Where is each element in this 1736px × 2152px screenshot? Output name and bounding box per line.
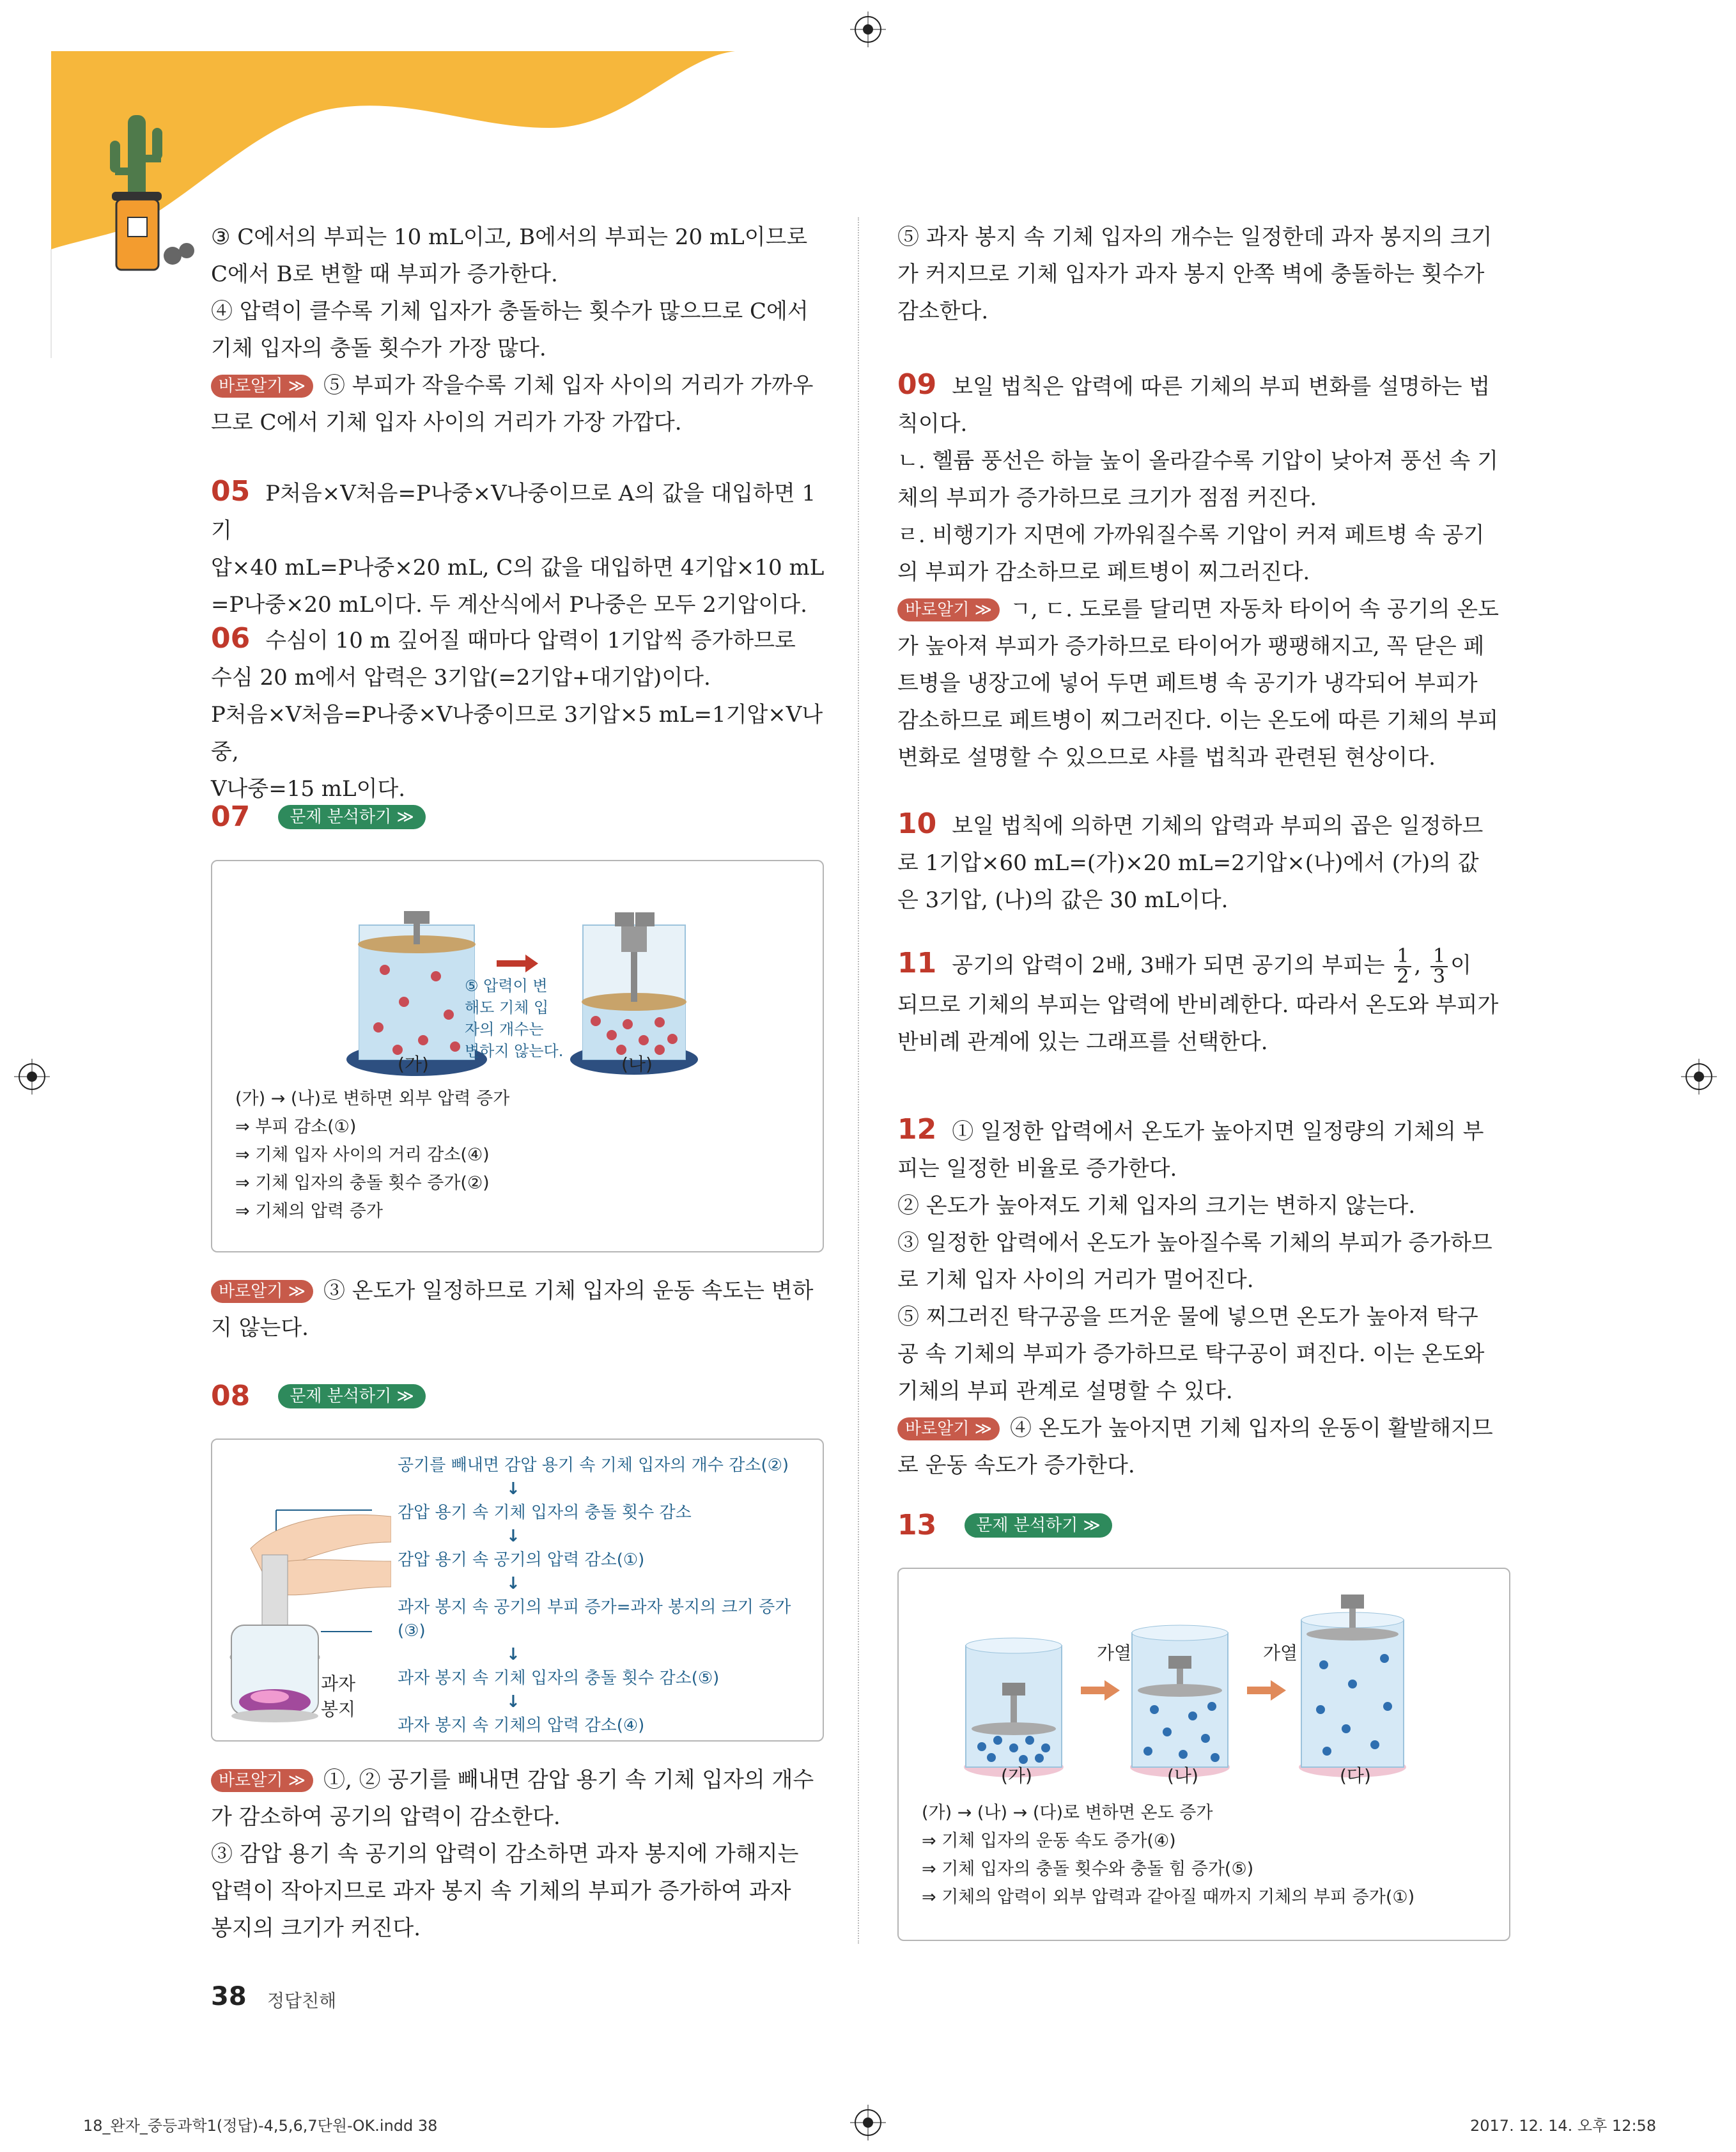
text-line: ⇒ 기체의 압력 증가 xyxy=(235,1201,383,1221)
question-number: 08 xyxy=(211,1380,251,1412)
question-number: 06 xyxy=(211,622,251,655)
text-line: ③ 감압 용기 속 공기의 압력이 감소하면 과자 봉지에 가해지는 xyxy=(211,1841,799,1867)
flow-step: 감압 용기 속 공기의 압력 감소(①) xyxy=(398,1550,645,1570)
text-line: ⇒ 기체 입자 사이의 거리 감소(④) xyxy=(235,1145,490,1165)
text-line: 로 1기압×60 mL=(가)×20 mL=2기압×(나)에서 (가)의 값 xyxy=(897,850,1479,876)
q05-block xyxy=(211,473,825,623)
registration-mark-icon xyxy=(850,2105,886,2140)
text-line: (가) → (나) → (다)로 변하면 온도 증가 xyxy=(922,1803,1213,1823)
text-line: 피는 일정한 비율로 증가한다. xyxy=(897,1156,1177,1181)
text-line: 칙이다. xyxy=(897,411,968,437)
text-line: 은 3기압, (나)의 값은 30 mL이다. xyxy=(897,887,1228,913)
page-number: 38 xyxy=(211,1982,247,2011)
text-line: ⑤ 찌그러진 탁구공을 뜨거운 물에 넣으면 온도가 높아져 탁구 xyxy=(897,1304,1478,1330)
text-line: ⇒ 기체 입자의 운동 속도 증가(④) xyxy=(922,1831,1176,1851)
q13-analysis-text xyxy=(922,1799,1491,1912)
q09-block xyxy=(897,366,1511,776)
column-divider xyxy=(858,217,859,1944)
text-line: C에서 B로 변할 때 부피가 증가한다. xyxy=(211,261,558,287)
text-line: ④ 온도가 높아지면 기체 입자의 운동이 활발해지므 xyxy=(1009,1415,1493,1441)
note-line: 자의 개수는 xyxy=(465,1020,544,1038)
fraction xyxy=(1430,947,1448,986)
text-line: ② 온도가 높아져도 기체 입자의 크기는 변하지 않는다. xyxy=(897,1193,1416,1219)
text-line: ① 일정한 압력에서 온도가 높아지면 일정량의 기체의 부 xyxy=(952,1119,1484,1144)
correction-tag: 바로알기 ≫ xyxy=(211,1769,313,1792)
analysis-badge: 문제 분석하기 ≫ xyxy=(965,1513,1112,1538)
text-line: P처음×V처음=P나중×V나중이므로 3기압×5 mL=1기압×V나중, xyxy=(211,702,823,765)
flow-step: 과자 봉지 속 기체의 압력 감소(④) xyxy=(398,1716,645,1735)
text-line: ④ 압력이 클수록 기체 입자가 충돌하는 횟수가 많으므로 C에서 xyxy=(211,299,809,324)
note-line: ⑤ 압력이 변 xyxy=(465,977,548,995)
text-line: ㄱ, ㄷ. 도로를 달리면 자동차 타이어 속 공기의 온도 xyxy=(1009,596,1499,622)
text-line: 보일 법칙은 압력에 따른 기체의 부피 변화를 설명하는 법 xyxy=(952,374,1491,400)
analysis-badge: 문제 분석하기 ≫ xyxy=(278,1384,425,1408)
text-line: 체의 부피가 증가하므로 크기가 점점 커진다. xyxy=(897,485,1317,511)
down-arrow-icon: ↓ xyxy=(506,1645,520,1664)
analysis-badge: 문제 분석하기 ≫ xyxy=(278,805,425,829)
registration-mark-icon xyxy=(14,1059,50,1095)
bag-label-line: 과자 xyxy=(321,1673,356,1694)
figure-label: (가) xyxy=(1001,1765,1032,1786)
heat-label: 가열 xyxy=(1263,1642,1298,1664)
text-line: 변화로 설명할 수 있으므로 샤를 법칙과 관련된 현상이다. xyxy=(897,745,1436,770)
timestamp: 2017. 12. 14. 오후 12:58 xyxy=(1470,2117,1657,2135)
q07-analysis-box xyxy=(211,860,824,1252)
text-line: 기체의 부피 관계로 설명할 수 있다. xyxy=(897,1378,1233,1404)
text-line: ⑤ 부피가 작을수록 기체 입자 사이의 거리가 가까우 xyxy=(323,373,814,398)
text-line: ①, ② 공기를 빼내면 감압 용기 속 기체 입자의 개수 xyxy=(323,1767,814,1793)
text-line: ㄹ. 비행기가 지면에 가까워질수록 기압이 커져 페트병 속 공기 xyxy=(897,522,1485,548)
q07-heading xyxy=(211,800,426,833)
q07-analysis-text xyxy=(235,1085,798,1226)
q08-flowchart xyxy=(398,1454,813,1738)
text-line: P처음×V처음=P나중×V나중이므로 A의 값을 대입하면 1기 xyxy=(211,481,816,543)
down-arrow-icon: ↓ xyxy=(506,1574,520,1593)
text-line: 므로 C에서 기체 입자 사이의 거리가 가장 가깝다. xyxy=(211,410,682,435)
text-line: 되므로 기체의 부피는 압력에 반비례한다. 따라서 온도와 부피가 xyxy=(897,992,1499,1018)
flow-step: 공기를 빼내면 감압 용기 속 기체 입자의 개수 감소(②) xyxy=(398,1456,789,1475)
text-line: 감소한다. xyxy=(897,299,989,324)
text-line: 기체 입자의 충돌 횟수가 가장 많다. xyxy=(211,336,546,361)
registration-mark-icon xyxy=(1681,1059,1717,1095)
text-line: ③ 온도가 일정하므로 기체 입자의 운동 속도는 변하 xyxy=(323,1278,814,1304)
q04-continuation xyxy=(211,219,825,441)
note-line: 해도 기체 입 xyxy=(465,999,549,1017)
question-number: 09 xyxy=(897,368,937,401)
down-arrow-icon: ↓ xyxy=(506,1692,520,1711)
section-name: 정답친해 xyxy=(267,1990,337,2011)
vacuum-container-diagram xyxy=(225,1465,391,1734)
text-line: 트병을 냉장고에 넣어 두면 페트병 속 공기가 냉각되어 부피가 xyxy=(897,671,1478,696)
bag-label-line: 봉지 xyxy=(321,1699,356,1720)
text-line: =P나중×20 mL이다. 두 계산식에서 P나중은 모두 2기압이다. xyxy=(211,592,807,618)
text-line: 수심이 10 m 깊어질 때마다 압력이 1기압씩 증가하므로 xyxy=(265,628,796,653)
text-line: 압×40 mL=P나중×20 mL, C의 값을 대입하면 4기압×10 mL xyxy=(211,555,825,581)
q08-correction xyxy=(211,1761,825,1947)
fraction xyxy=(1394,947,1411,986)
q08-analysis-box xyxy=(211,1439,824,1742)
text-line: ㄴ. 헬륨 풍선은 하늘 높이 올라갈수록 기압이 낮아져 풍선 속 기 xyxy=(897,448,1498,474)
figure-label: (다) xyxy=(1340,1765,1371,1786)
text-line: ⇒ 기체의 압력이 외부 압력과 같아질 때까지 기체의 부피 증가(①) xyxy=(922,1887,1415,1907)
question-number: 07 xyxy=(211,800,251,833)
q12-block xyxy=(897,1111,1511,1484)
correction-tag: 바로알기 ≫ xyxy=(211,1280,313,1303)
numerator: 1 xyxy=(1394,947,1411,967)
q13-heating-diagram xyxy=(963,1595,1448,1805)
text-line: 감소하므로 페트병이 찌그러진다. 이는 온도에 따른 기체의 부피 xyxy=(897,708,1499,733)
text-line: ⑤ 과자 봉지 속 기체 입자의 개수는 일정한데 과자 봉지의 크기 xyxy=(897,224,1492,250)
text-line: 공기의 압력이 2배, 3배가 되면 공기의 부피는 xyxy=(952,953,1385,978)
correction-tag: 바로알기 ≫ xyxy=(211,375,313,398)
text-line: ⇒ 기체 입자의 충돌 횟수 증가(②) xyxy=(235,1173,490,1193)
text-line: 보일 법칙에 의하면 기체의 압력과 부피의 곱은 일정하므 xyxy=(952,813,1484,839)
question-number: 05 xyxy=(211,475,251,508)
text-line: ③ C에서의 부피는 10 mL이고, B에서의 부피는 20 mL이므로 xyxy=(211,224,808,250)
denominator: 3 xyxy=(1433,965,1446,988)
question-number: 13 xyxy=(897,1509,937,1541)
heat-label: 가열 xyxy=(1097,1642,1132,1664)
correction-tag: 바로알기 ≫ xyxy=(897,598,1000,621)
figure-label: (나) xyxy=(1167,1765,1198,1786)
text-line: (가) → (나)로 변하면 외부 압력 증가 xyxy=(235,1089,510,1109)
text-line: 반비례 관계에 있는 그래프를 선택한다. xyxy=(897,1029,1268,1055)
text-line: 가 커지므로 기체 입자가 과자 봉지 안쪽 벽에 충돌하는 횟수가 xyxy=(897,261,1485,287)
registration-mark-icon xyxy=(850,12,886,47)
question-number: 12 xyxy=(897,1113,937,1146)
text-line: 의 부피가 감소하므로 페트병이 찌그러진다. xyxy=(897,559,1310,585)
text-line: ⇒ 부피 감소(①) xyxy=(235,1117,357,1137)
q08-continuation xyxy=(897,219,1511,330)
text-line: 압력이 작아지므로 과자 봉지 속 기체의 부피가 증가하여 과자 xyxy=(211,1878,791,1904)
q07-correction xyxy=(211,1272,825,1346)
text-line: 수심 20 m에서 압력은 3기압(=2기압+대기압)이다. xyxy=(211,665,711,690)
flow-step: 감압 용기 속 기체 입자의 충돌 횟수 감소 xyxy=(398,1503,692,1522)
q13-analysis-box xyxy=(897,1568,1510,1941)
text-line: V나중=15 mL이다. xyxy=(211,776,406,802)
flow-step: 과자 봉지 속 기체 입자의 충돌 횟수 감소(⑤) xyxy=(398,1669,720,1688)
figure-label: (나) xyxy=(621,1054,653,1075)
flow-step: 과자 봉지 속 공기의 부피 증가=과자 봉지의 크기 증가(③) xyxy=(398,1598,791,1641)
text-line: 이 xyxy=(1450,953,1471,978)
denominator: 2 xyxy=(1397,965,1409,988)
text-line: 봉지의 크기가 커진다. xyxy=(211,1915,421,1941)
text-line: 지 않는다. xyxy=(211,1315,309,1341)
q10-block xyxy=(897,806,1511,919)
numerator: 1 xyxy=(1430,947,1448,967)
q06-block xyxy=(211,620,825,807)
text-line: 공 속 기체의 부피가 증가하므로 탁구공이 펴진다. 이는 온도와 xyxy=(897,1341,1485,1367)
question-number: 10 xyxy=(897,807,937,840)
text-line: 로 운동 속도가 증가한다. xyxy=(897,1453,1135,1478)
text-line: ③ 일정한 압력에서 온도가 높아질수록 기체의 부피가 증가하므 xyxy=(897,1230,1492,1256)
text-line: 로 기체 입자 사이의 거리가 멀어진다. xyxy=(897,1267,1254,1293)
text-line: 가 감소하여 공기의 압력이 감소한다. xyxy=(211,1804,561,1830)
bag-label xyxy=(321,1671,355,1722)
q13-heading xyxy=(897,1509,1112,1541)
text-line: 가 높아져 부피가 증가하므로 타이어가 팽팽해지고, 꼭 닫은 페 xyxy=(897,634,1485,659)
text-line: ⇒ 기체 입자의 충돌 횟수와 충돌 힘 증가(⑤) xyxy=(922,1859,1254,1879)
down-arrow-icon: ↓ xyxy=(506,1527,520,1546)
q08-heading xyxy=(211,1380,426,1412)
note-line: 변하지 않는다. xyxy=(465,1042,564,1060)
down-arrow-icon: ↓ xyxy=(506,1479,520,1499)
q11-block: 11 공기의 압력이 2배, 3배가 되면 공기의 부피는 $\frac{1}{2}$ , $\frac{1}{3}$ 이 되므로 기체의 부피는 압력에 반비례한다. 따라서 온도와 부피가 반비례 관계에 있는 그래프를 선택한다. xyxy=(897,945,1511,1061)
q07-note xyxy=(465,975,573,1062)
file-info: 18_완자_중등과학1(정답)-4,5,6,7단원-OK.indd 38 xyxy=(83,2117,438,2135)
question-number: 11 xyxy=(897,947,937,979)
figure-label: (가) xyxy=(398,1054,429,1075)
correction-tag: 바로알기 ≫ xyxy=(897,1417,1000,1440)
